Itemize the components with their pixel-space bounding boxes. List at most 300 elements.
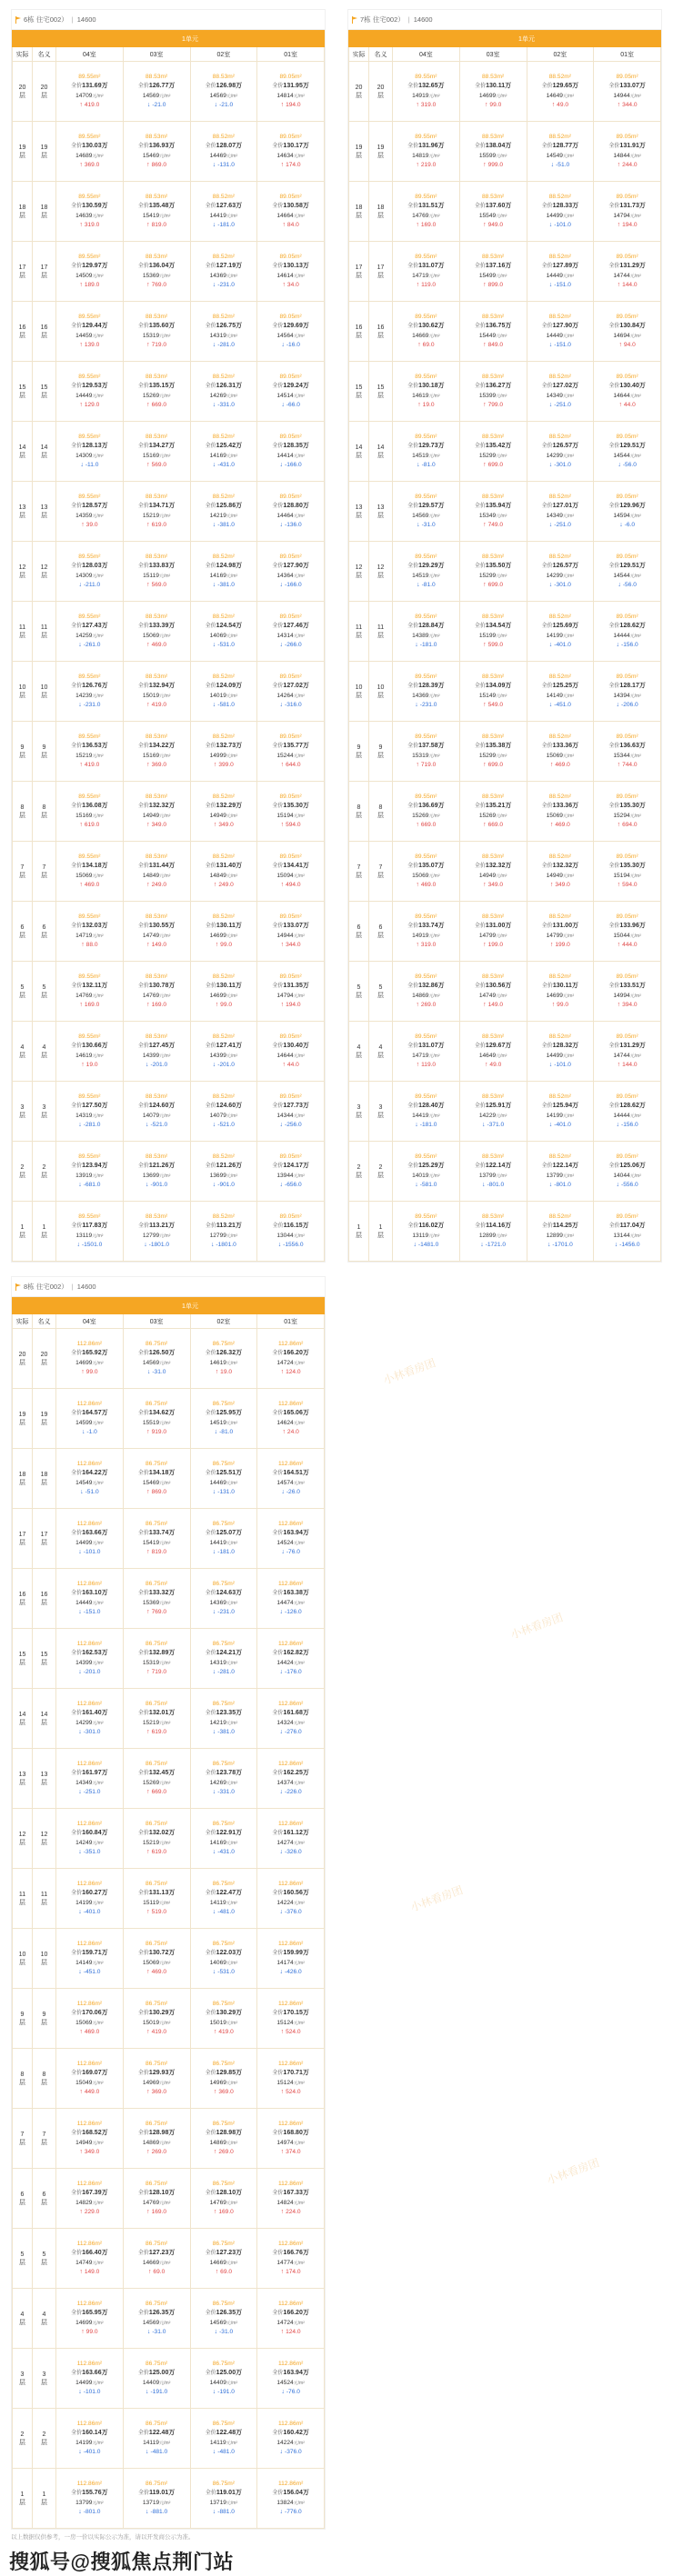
nominal-floor-cell — [33, 482, 56, 542]
total-value: 166.40万 — [82, 2249, 108, 2256]
price-diff — [461, 1061, 526, 1070]
total-value: 121.26万 — [216, 1162, 243, 1169]
actual-floor: 12 层 — [18, 1831, 26, 1846]
arrow-down-icon: ↓ — [548, 462, 555, 469]
price-diff — [595, 1181, 659, 1190]
price-diff — [192, 2148, 256, 2157]
total-price — [192, 2189, 256, 2199]
total-price — [461, 622, 526, 632]
total-price — [192, 82, 256, 92]
price-diff — [394, 461, 458, 470]
unit-area: 89.05m² — [616, 614, 638, 621]
price-diff-value: -331.0 — [217, 1789, 235, 1796]
unit-area: 88.53m² — [482, 254, 505, 261]
price-diff — [461, 521, 526, 530]
total-price — [258, 1042, 323, 1052]
unit-price-cell — [56, 722, 124, 782]
total-price — [57, 382, 122, 392]
nominal-floor: 1 层 — [377, 1223, 384, 1239]
unit-price-suffix: 元/m² — [293, 933, 305, 939]
total-value: 124.09万 — [216, 682, 243, 689]
price-diff — [57, 1728, 122, 1737]
unit-price — [258, 692, 323, 702]
unit-price-suffix: 元/m² — [562, 153, 575, 159]
arrow-down-icon: ↓ — [413, 1242, 418, 1249]
unit-price-suffix: 元/m² — [293, 273, 305, 279]
price-diff-value: -521.0 — [217, 1122, 235, 1129]
unit-area: 88.52m² — [212, 854, 235, 861]
total-price — [192, 2429, 256, 2439]
arrow-down-icon: ↓ — [415, 702, 420, 709]
unit-price-cell — [56, 782, 124, 842]
unit-price-value: 14749 — [75, 2259, 93, 2266]
unit-area: 89.05m² — [616, 1093, 638, 1101]
total-value: 133.51万 — [619, 982, 646, 989]
unit-price-cell — [459, 1202, 527, 1262]
unit-area: 88.53m² — [146, 554, 168, 561]
unit-price — [258, 1839, 323, 1849]
price-diff-value: 619.0 — [84, 822, 100, 829]
actual-floor: 15 层 — [18, 1651, 26, 1666]
total-prefix: 全价 — [137, 2250, 149, 2256]
price-diff-value: -316.0 — [285, 702, 302, 709]
total-prefix: 全价 — [71, 1350, 83, 1356]
total-value: 129.57万 — [418, 502, 445, 509]
unit-price — [57, 1112, 122, 1122]
total-prefix: 全价 — [474, 623, 486, 629]
price-diff-value: 49.0 — [557, 102, 569, 109]
unit-price-cell — [190, 2349, 257, 2409]
total-price — [57, 502, 122, 512]
total-value: 122.48万 — [216, 2429, 243, 2436]
price-diff-value: 319.0 — [420, 102, 437, 109]
price-diff — [125, 1001, 189, 1010]
unit-area: 89.55m² — [78, 254, 101, 261]
unit-price-cell — [257, 962, 325, 1022]
arrow-up-icon: ↑ — [146, 2089, 152, 2096]
total-value: 131.44万 — [148, 862, 176, 869]
unit-price — [258, 1359, 323, 1369]
unit-price-cell — [257, 242, 325, 302]
unit-price-cell — [123, 2229, 190, 2289]
total-value: 122.47万 — [216, 1889, 243, 1896]
total-value: 129.65万 — [552, 82, 579, 89]
unit-price-suffix: 元/m² — [562, 873, 575, 879]
unit-price-value: 14389 — [412, 632, 429, 639]
total-value: 135.60万 — [148, 322, 176, 329]
actual-floor-cell — [13, 782, 33, 842]
floor-row — [13, 1082, 325, 1142]
unit-price — [125, 2019, 189, 2029]
price-diff-value: -251.0 — [83, 1789, 101, 1796]
nominal-floor: 7 层 — [41, 864, 47, 879]
unit-price — [57, 452, 122, 462]
unit-price-value: 14574 — [276, 1479, 294, 1486]
price-diff-value: -656.0 — [285, 1182, 302, 1189]
unit-price-value: 14344 — [276, 1112, 294, 1119]
total-price — [528, 742, 593, 752]
unit-price-cell — [190, 2109, 257, 2169]
unit-price-suffix: 元/m² — [226, 1053, 238, 1059]
arrow-up-icon: ↑ — [146, 1849, 152, 1856]
unit-price-value: 14199 — [75, 2439, 93, 2446]
total-value: 128.13万 — [82, 442, 108, 449]
unit-price-cell — [123, 1202, 190, 1262]
total-price — [125, 1529, 189, 1539]
total-price — [528, 562, 593, 572]
unit-price-value: 15499 — [478, 272, 497, 279]
unit-price-suffix: 元/m² — [226, 333, 238, 339]
unit-price-cell — [257, 2229, 325, 2289]
arrow-up-icon: ↑ — [549, 942, 556, 949]
arrow-down-icon: ↓ — [281, 1489, 286, 1496]
total-prefix: 全价 — [272, 623, 284, 629]
price-diff-value: 919.0 — [151, 1429, 167, 1436]
unit-area: 86.75m² — [146, 1341, 168, 1348]
total-price — [528, 1042, 593, 1052]
total-prefix: 全价 — [71, 743, 83, 749]
price-diff-value: 169.0 — [151, 2209, 167, 2216]
arrow-down-icon: ↓ — [212, 342, 218, 349]
arrow-up-icon: ↑ — [483, 702, 488, 709]
building-7-header: 7栋 住宅002） | 14600 — [348, 10, 661, 30]
unit-price-cell — [123, 1389, 190, 1449]
total-price — [57, 1349, 122, 1359]
price-diff-value: 88.0 — [85, 942, 98, 949]
floor-row — [13, 2409, 325, 2469]
floor-row — [13, 1749, 325, 1809]
unit-price-cell — [123, 902, 190, 962]
floor-row — [13, 962, 325, 1022]
unit-price-cell — [56, 842, 124, 902]
total-value: 119.01万 — [216, 2489, 242, 2496]
price-diff — [192, 1241, 256, 1250]
unit-price-cell — [56, 2109, 124, 2169]
unit-price — [125, 2139, 189, 2149]
price-diff — [528, 881, 593, 890]
unit-price-suffix: 元/m² — [92, 2440, 104, 2446]
price-diff — [125, 1788, 189, 1797]
unit-area: 88.53m² — [482, 1093, 505, 1101]
arrow-down-icon: ↓ — [214, 1429, 220, 1436]
total-prefix: 全价 — [137, 2310, 149, 2316]
unit-price — [192, 512, 256, 522]
unit-price-value: 15019 — [142, 2019, 160, 2026]
unit-price-suffix: 元/m² — [92, 1360, 104, 1366]
unit-price-cell — [123, 1082, 190, 1142]
price-diff — [57, 341, 122, 350]
unit-price-suffix: 元/m² — [293, 1900, 305, 1906]
unit-price — [57, 572, 122, 582]
total-prefix: 全价 — [71, 1530, 83, 1536]
total-value: 160.27万 — [82, 1889, 108, 1896]
unit-price — [461, 932, 526, 942]
unit-price-suffix: 元/m² — [159, 813, 171, 819]
unit-price-value: 14569 — [209, 92, 226, 99]
unit-price-cell — [257, 1569, 325, 1629]
total-value: 135.42万 — [485, 442, 512, 449]
unit-price-value: 14069 — [209, 1959, 226, 1966]
arrow-up-icon: ↑ — [79, 2029, 85, 2036]
total-price — [595, 562, 659, 572]
orange-flag-icon — [15, 16, 22, 24]
total-price — [57, 322, 122, 332]
nominal-floor: 1 层 — [41, 1223, 47, 1239]
price-diff-value: 129.0 — [84, 402, 100, 409]
unit-price-value: 14699 — [546, 992, 563, 999]
total-value: 132.65万 — [418, 82, 445, 89]
floor-row — [349, 302, 661, 362]
price-diff — [258, 1788, 323, 1797]
building-8-code: 14600 — [76, 1283, 96, 1291]
total-value: 128.80万 — [283, 502, 309, 509]
unit-price-suffix: 元/m² — [226, 1960, 238, 1966]
unit-price-cell — [56, 242, 124, 302]
unit-price — [258, 1232, 323, 1242]
price-diff — [528, 941, 593, 950]
unit-price-suffix: 元/m² — [92, 1113, 104, 1119]
actual-floor-cell — [13, 362, 33, 422]
total-value: 131.96万 — [418, 142, 445, 149]
total-value: 128.07万 — [216, 142, 243, 149]
unit-price-cell — [594, 482, 661, 542]
unit-price-value: 14619 — [209, 1359, 226, 1366]
unit-price-value: 15069 — [75, 872, 93, 879]
floor-row — [13, 2109, 325, 2169]
unit-price-value: 14634 — [276, 152, 294, 159]
nominal-floor: 16 层 — [377, 324, 385, 339]
arrow-down-icon: ↓ — [212, 402, 218, 409]
unit-area: 88.53m² — [482, 794, 505, 801]
total-value: 131.00万 — [485, 922, 512, 929]
total-price — [192, 1162, 256, 1172]
total-value: 136.63万 — [619, 742, 646, 749]
unit-price — [57, 692, 122, 702]
unit-price-cell — [123, 782, 190, 842]
total-prefix: 全价 — [137, 203, 149, 209]
total-price — [192, 1649, 256, 1659]
unit-price-cell — [190, 242, 257, 302]
price-diff — [125, 401, 189, 410]
price-diff — [57, 2508, 122, 2517]
total-value: 117.04万 — [619, 1222, 646, 1229]
actual-floor: 18 层 — [355, 204, 363, 219]
price-diff — [394, 821, 458, 830]
unit-price — [394, 932, 458, 942]
nominal-floor: 7 层 — [377, 864, 384, 879]
unit-price-suffix: 元/m² — [226, 273, 238, 279]
arrow-down-icon: ↓ — [212, 2389, 218, 2396]
total-value: 116.02万 — [418, 1222, 445, 1229]
unit-price — [258, 272, 323, 282]
total-price — [595, 862, 659, 872]
unit-price — [57, 872, 122, 882]
arrow-up-icon: ↑ — [146, 2029, 152, 2036]
nominal-floor-cell — [369, 782, 393, 842]
unit-price-cell — [393, 542, 460, 602]
unit-price — [125, 2259, 189, 2269]
unit-price-value: 14299 — [75, 1719, 93, 1726]
arrow-down-icon: ↓ — [279, 1849, 285, 1856]
unit-price-suffix: 元/m² — [92, 2380, 104, 2386]
unit-price-value: 14044 — [613, 1172, 630, 1179]
total-prefix: 全价 — [71, 1103, 83, 1109]
unit-price — [192, 2139, 256, 2149]
unit-price-value: 15269 — [142, 392, 160, 399]
total-price — [528, 502, 593, 512]
price-diff-value: -451.0 — [554, 702, 571, 709]
total-prefix: 全价 — [541, 1103, 553, 1109]
price-diff-value: -681.0 — [83, 1182, 101, 1189]
arrow-down-icon: ↓ — [480, 1242, 486, 1249]
total-value: 131.73万 — [619, 202, 646, 209]
unit-price-value: 15294 — [613, 812, 630, 819]
price-diff — [192, 821, 256, 830]
unit-area: 112.86m² — [277, 2181, 304, 2188]
unit-area: 88.53m² — [146, 494, 168, 501]
price-diff-value: 569.0 — [151, 462, 167, 469]
actual-floor-cell — [13, 1929, 33, 1989]
nominal-floor: 20 层 — [40, 1351, 48, 1366]
price-diff — [125, 1428, 189, 1437]
price-diff-value: 199.0 — [487, 942, 504, 949]
price-diff-value: 349.0 — [555, 882, 570, 889]
unit-price-cell — [527, 1022, 594, 1082]
arrow-up-icon: ↑ — [618, 402, 624, 409]
total-value: 134.54万 — [485, 622, 512, 629]
nominal-floor-cell — [369, 1202, 393, 1262]
total-prefix: 全价 — [407, 323, 419, 329]
price-diff — [57, 2028, 122, 2037]
unit-price — [57, 212, 122, 222]
arrow-up-icon: ↑ — [483, 642, 488, 649]
arrow-down-icon: ↓ — [78, 582, 84, 589]
price-diff-value: 219.0 — [420, 162, 437, 169]
price-diff-value: 444.0 — [622, 942, 638, 949]
unit-area: 112.86m² — [76, 2481, 103, 2488]
unit-price-suffix: 元/m² — [293, 693, 305, 699]
nominal-floor: 3 层 — [41, 1103, 47, 1119]
price-diff-value: -1501.0 — [81, 1242, 103, 1249]
arrow-down-icon: ↓ — [415, 642, 420, 649]
unit-price-value: 14794 — [276, 992, 294, 999]
price-diff — [258, 2208, 323, 2217]
price-diff-value: -101.0 — [554, 1062, 571, 1069]
arrow-down-icon: ↓ — [146, 2329, 153, 2336]
unit-price — [461, 872, 526, 882]
actual-floor-cell — [13, 1749, 33, 1809]
arrow-up-icon: ↑ — [146, 1669, 152, 1676]
total-prefix: 全价 — [137, 563, 149, 569]
nominal-floor: 5 层 — [41, 2251, 47, 2266]
unit-price-value: 14719 — [412, 1052, 429, 1059]
price-diff — [258, 281, 323, 290]
price-diff-value: 469.0 — [420, 882, 437, 889]
arrow-down-icon: ↓ — [146, 2389, 151, 2396]
total-price — [461, 442, 526, 452]
total-prefix: 全价 — [205, 2130, 216, 2136]
arrow-down-icon: ↓ — [548, 642, 555, 649]
price-diff-value: -66.0 — [286, 402, 300, 409]
price-diff-value: 819.0 — [151, 1549, 167, 1556]
unit-price-value: 15124 — [276, 2019, 294, 2026]
floor-row — [349, 662, 661, 722]
price-diff — [461, 161, 526, 170]
total-price — [125, 1042, 189, 1052]
arrow-down-icon: ↓ — [281, 1549, 286, 1556]
unit-price-value: 14994 — [613, 992, 630, 999]
price-diff — [57, 2328, 122, 2337]
price-diff-value: -181.0 — [419, 1122, 437, 1129]
unit-price-value: 14614 — [276, 272, 294, 279]
total-value: 164.57万 — [82, 1409, 108, 1416]
total-value: 128.62万 — [619, 622, 646, 629]
unit-price-cell — [56, 302, 124, 362]
price-diff — [258, 1428, 323, 1437]
unit-price-suffix: 元/m² — [293, 2440, 305, 2446]
unit-price-value: 14119 — [143, 2439, 159, 2446]
price-diff — [461, 701, 526, 710]
price-diff — [394, 101, 458, 110]
arrow-down-icon: ↓ — [212, 2449, 218, 2456]
unit-price-value: 14119 — [209, 1899, 226, 1906]
price-diff — [258, 1368, 323, 1377]
unit-area: 89.05m² — [279, 434, 302, 441]
total-price — [125, 2069, 189, 2079]
price-diff — [57, 881, 122, 890]
unit-price-value: 14544 — [613, 572, 630, 579]
price-diff — [125, 1241, 189, 1250]
actual-floor-cell — [13, 482, 33, 542]
price-diff — [528, 221, 593, 230]
total-price — [125, 442, 189, 452]
unit-price-value: 15419 — [142, 1539, 160, 1546]
unit-price-cell — [56, 1869, 124, 1929]
actual-floor: 2 层 — [19, 1163, 25, 1179]
price-diff — [595, 581, 659, 590]
unit-price-suffix: 元/m² — [92, 2020, 104, 2026]
price-diff-value: 19.0 — [220, 1369, 233, 1376]
price-diff-value: 369.0 — [151, 2089, 167, 2096]
unit-price-value: 14769 — [412, 212, 429, 219]
total-price — [57, 1709, 122, 1719]
price-diff-value: 169.0 — [218, 2209, 234, 2216]
total-prefix: 全价 — [205, 2370, 216, 2376]
unit-price-value: 14374 — [276, 1779, 294, 1786]
unit-area: 89.55m² — [415, 1093, 437, 1101]
arrow-down-icon: ↓ — [78, 1669, 84, 1676]
unit-price-suffix: 元/m² — [226, 693, 238, 699]
total-prefix: 全价 — [541, 263, 553, 269]
nominal-floor: 18 层 — [40, 1471, 48, 1486]
unit-price-cell — [56, 2229, 124, 2289]
total-value: 165.92万 — [82, 1349, 108, 1356]
unit-price-suffix: 元/m² — [226, 2380, 238, 2386]
total-value: 134.71万 — [148, 502, 176, 509]
arrow-down-icon: ↓ — [616, 1182, 621, 1189]
actual-floor-cell — [13, 962, 33, 1022]
unit-price — [57, 392, 122, 402]
unit-price-cell — [257, 1869, 325, 1929]
unit-price-value: 15319 — [412, 752, 429, 759]
arrow-down-icon: ↓ — [279, 702, 285, 709]
unit-price-cell — [190, 1989, 257, 2049]
total-prefix: 全价 — [71, 923, 83, 929]
unit-price-cell — [123, 182, 190, 242]
total-prefix: 全价 — [205, 1710, 216, 1716]
unit-price-value: 14499 — [546, 1052, 563, 1059]
unit-area: 86.75m² — [146, 2301, 168, 2308]
